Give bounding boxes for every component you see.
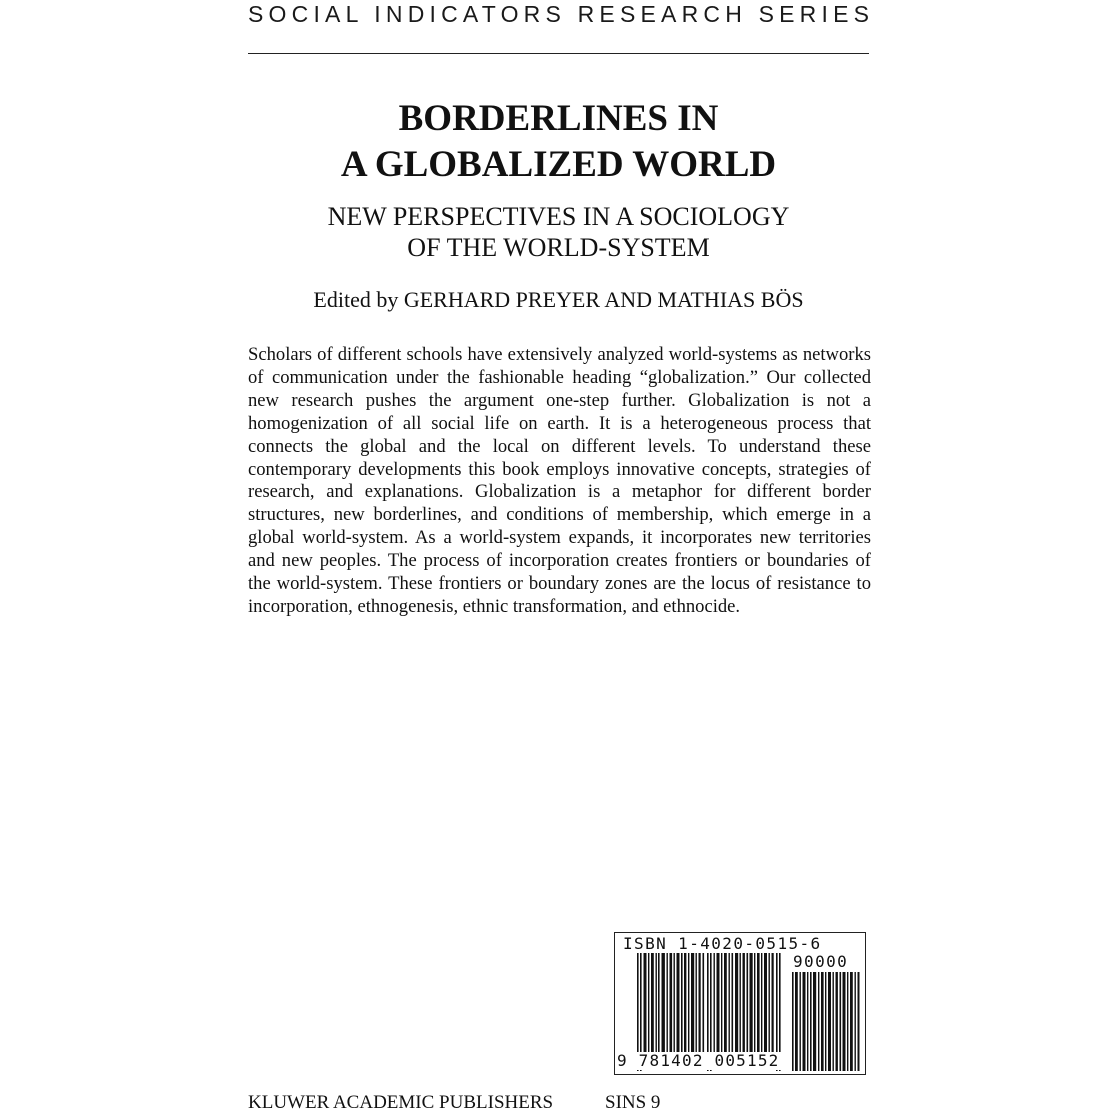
isbn-barcode: [614, 932, 866, 1075]
book-title-line-2: A GLOBALIZED WORLD: [340, 144, 777, 185]
back-cover-blurb: Scholars of different schools have extensively analyzed world-systems as networks of communication under the fashionable heading “globalization.” Our collected new research pushes the argument one-step further. Globalization is not a homogenization of all social life on earth. It is a heterogeneous process that connects the global and the local on different levels. To understand these contemporary developments this book employs innovative concepts, strategies of research, and explanations. Globalization is a metaphor for different border structures, new borderlines, and conditions of membership, which emerge in a global world-system. As a world-system expands, it incorporates new territories and new peoples. The process of incorporation creates frontiers or boundaries of the world-system. These frontiers or boundary zones are the locus of resistance to incorporation, ethnogenesis, ethnic transformation, and ethnocide.: [248, 344, 871, 617]
price-code: 90000: [793, 952, 849, 971]
editors-line: Edited by GERHARD PREYER AND MATHIAS BÖS: [313, 287, 804, 312]
book-title-line-1: BORDERLINES IN: [398, 98, 719, 139]
series-number: SINS 9: [605, 1092, 661, 1113]
book-subtitle-line-1: NEW PERSPECTIVES IN A SOCIOLOGY: [327, 202, 790, 231]
price-addon-bars: [791, 972, 861, 1071]
series-name: SOCIAL INDICATORS RESEARCH SERIES: [248, 1, 875, 27]
isbn-text: ISBN 1-4020-0515-6: [623, 934, 822, 953]
header-rule: [248, 53, 869, 54]
ean-digits: 9 781402 005152: [617, 1051, 780, 1070]
publisher-name: KLUWER ACADEMIC PUBLISHERS: [248, 1092, 554, 1113]
book-subtitle-line-2: OF THE WORLD-SYSTEM: [407, 233, 710, 262]
